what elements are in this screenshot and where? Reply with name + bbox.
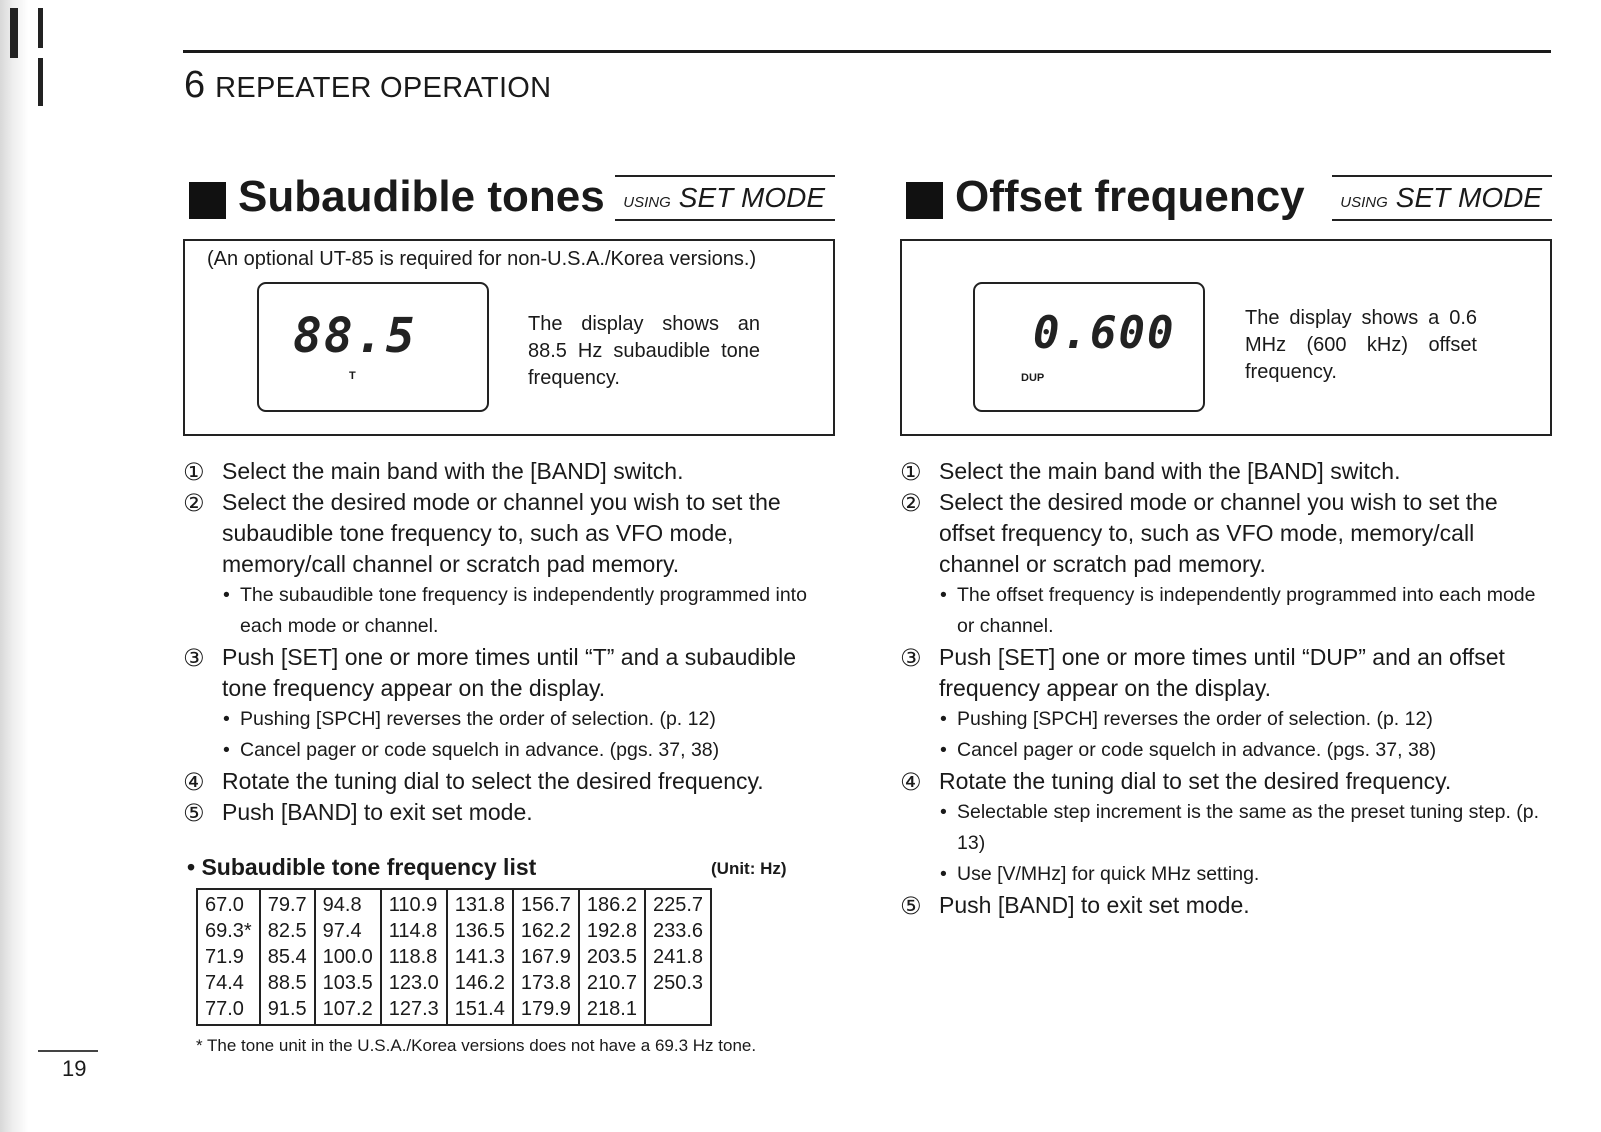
page-number: 19: [62, 1056, 87, 1081]
binding-mark: [38, 8, 43, 48]
tone-value: 156.7: [520, 894, 571, 916]
tone-column: [645, 889, 711, 1025]
step-text: Push [SET] one or more times until “DUP” and an offset frequency appear on the display.: [939, 644, 1505, 701]
step-number: ②: [900, 490, 922, 517]
step-text: Select the desired mode or channel you wish to set the offset frequency to, such as VFO mode, memory/call channel or scratch pad memory.: [939, 489, 1498, 577]
set-mode-label: [1332, 175, 1552, 221]
step-subnote: • Use [V/MHz] for quick MHz setting.: [900, 859, 1552, 890]
tone-value: 151.4: [454, 998, 505, 1020]
scan-edge: [0, 0, 28, 1132]
step-item: [183, 766, 835, 797]
step-text: Push [SET] one or more times until “T” and a subaudible tone frequency appear on the display.: [222, 644, 797, 701]
tone-value: 107.2: [322, 998, 373, 1020]
set-mode-label: [615, 175, 835, 221]
tone-value: 162.2: [520, 920, 571, 942]
section-title: Offset frequency: [955, 172, 1305, 221]
tone-value: 67.0: [205, 894, 244, 916]
step-item: [900, 642, 1552, 704]
tone-value: 173.8: [520, 972, 571, 994]
step-item: [900, 890, 1552, 921]
tone-value: 167.9: [520, 946, 571, 968]
step-number: ④: [183, 769, 205, 796]
step-number: ③: [900, 645, 922, 672]
tone-value: 127.3: [388, 998, 439, 1020]
tone-column: [447, 889, 513, 1025]
lcd-display: [257, 282, 489, 412]
tone-value: 225.7: [652, 894, 704, 916]
tone-value: 110.9: [388, 894, 438, 916]
step-subnote: • Selectable step increment is the same as the preset tuning step. (p. 13): [900, 797, 1552, 859]
page-number-rule: [38, 1050, 98, 1052]
step-text: Select the desired mode or channel you wish to set the subaudible tone frequency to, such as VFO mode, memory/call channel or scratch pad memory.: [222, 489, 781, 577]
lcd-digits: 0.600: [1033, 308, 1176, 359]
tone-value: 250.3: [652, 972, 704, 994]
set-mode-text: SET MODE: [1395, 182, 1542, 213]
step-number: ②: [183, 490, 205, 517]
tone-column: [260, 889, 315, 1025]
step-subnote: • Pushing [SPCH] reverses the order of selection. (p. 12): [183, 704, 835, 735]
tone-value: 179.9: [520, 998, 571, 1020]
step-number: ⑤: [900, 893, 922, 920]
using-label: USING: [1340, 194, 1388, 211]
step-item: [900, 456, 1552, 487]
tone-value: 241.8: [652, 946, 704, 968]
tone-value: 210.7: [586, 972, 637, 994]
display-caption: The display shows a 0.6 MHz (600 kHz) offset frequency.: [1245, 307, 1477, 383]
footnote: * The tone unit in the U.S.A./Korea versions does not have a 69.3 Hz tone.: [196, 1036, 757, 1055]
step-subnote: • The subaudible tone frequency is independently programmed into each mode or channel.: [183, 580, 835, 642]
section-heading: [900, 172, 1552, 228]
tone-value: 203.5: [586, 946, 637, 968]
lcd-indicator-dup: DUP: [1021, 372, 1045, 384]
offset-frequency-section: [900, 172, 1552, 921]
tone-value: 118.8: [388, 946, 438, 968]
tone-value: 123.0: [388, 972, 439, 994]
steps-list: [183, 456, 835, 828]
tone-value: 77.0: [205, 998, 244, 1020]
step-subnote: • Pushing [SPCH] reverses the order of selection. (p. 12): [900, 704, 1552, 735]
tone-value: 100.0: [322, 946, 373, 968]
display-info-box: [900, 239, 1552, 436]
lcd-digits: 88.5: [293, 308, 417, 364]
step-text: Rotate the tuning dial to set the desired frequency.: [939, 768, 1452, 794]
tone-value: 79.7: [267, 894, 307, 916]
step-number: ③: [183, 645, 205, 672]
using-label: USING: [623, 194, 671, 211]
step-subnote: • The offset frequency is independently programmed into each mode or channel.: [900, 580, 1552, 642]
chapter-title: REPEATER OPERATION: [215, 72, 552, 104]
lcd-indicator-t: T: [349, 370, 356, 382]
step-item: [183, 456, 835, 487]
tone-list-heading: [183, 854, 835, 886]
tone-column: [315, 889, 381, 1025]
tone-value: 186.2: [586, 894, 637, 916]
tone-value: 82.5: [267, 920, 307, 942]
tone-value: 88.5: [267, 972, 307, 994]
step-number: ①: [183, 459, 205, 486]
tone-frequency-table: [196, 888, 712, 1026]
tone-value: 71.9: [205, 946, 244, 968]
tone-column: [513, 889, 579, 1025]
set-mode-text: SET MODE: [678, 182, 825, 213]
step-item: [183, 642, 835, 704]
tone-value: 218.1: [586, 998, 637, 1020]
tone-list-title: • Subaudible tone frequency list: [187, 854, 537, 880]
step-item: [900, 487, 1552, 580]
step-item: [183, 797, 835, 828]
tone-value: 136.5: [454, 920, 505, 942]
tone-list-title-text: Subaudible tone frequency list: [201, 854, 537, 880]
binding-mark: [38, 58, 43, 106]
tone-value: 94.8: [322, 894, 362, 916]
header-rule: [183, 50, 1551, 53]
tone-column: [197, 889, 260, 1025]
tone-column: [579, 889, 645, 1025]
tone-column: [381, 889, 447, 1025]
tone-list-unit: (Unit: Hz): [711, 859, 787, 878]
step-item: [900, 766, 1552, 797]
binding-mark: [10, 8, 18, 58]
step-number: ④: [900, 769, 922, 796]
section-square-icon: [906, 182, 943, 219]
tone-value: 103.5: [322, 972, 373, 994]
tone-value: 97.4: [322, 920, 362, 942]
tone-value: 131.8: [454, 894, 505, 916]
step-subnote: • Cancel pager or code squelch in advance. (pgs. 37, 38): [900, 735, 1552, 766]
tone-value: 146.2: [454, 972, 505, 994]
step-text: Push [BAND] to exit set mode.: [939, 892, 1250, 918]
tone-value: 192.8: [586, 920, 637, 942]
step-number: ①: [900, 459, 922, 486]
tone-value: 141.3: [454, 946, 505, 968]
step-subnote: • Cancel pager or code squelch in advance. (pgs. 37, 38): [183, 735, 835, 766]
chapter-number: 6: [184, 64, 206, 106]
tone-value: 114.8: [388, 920, 438, 942]
step-text: Select the main band with the [BAND] switch.: [939, 458, 1401, 484]
option-note: (An optional UT-85 is required for non-U.S.A./Korea versions.): [207, 248, 757, 270]
step-number: ⑤: [183, 800, 205, 827]
section-title: Subaudible tones: [238, 172, 605, 221]
section-heading: [183, 172, 835, 228]
tone-value: 85.4: [267, 946, 307, 968]
tone-value: 74.4: [205, 972, 244, 994]
subaudible-tones-section: [183, 172, 835, 1056]
tone-value: 91.5: [267, 998, 307, 1020]
tone-value: 233.6: [652, 920, 704, 942]
step-item: [183, 487, 835, 580]
display-caption: The display shows an 88.5 Hz subaudible tone frequency.: [528, 313, 760, 389]
step-text: Select the main band with the [BAND] switch.: [222, 458, 684, 484]
section-square-icon: [189, 182, 226, 219]
step-text: Push [BAND] to exit set mode.: [222, 799, 533, 825]
tone-value: 69.3*: [205, 920, 252, 942]
chapter-header: [184, 64, 551, 107]
steps-list: [900, 456, 1552, 921]
lcd-display: [973, 282, 1205, 412]
step-text: Rotate the tuning dial to select the desired frequency.: [222, 768, 764, 794]
display-info-box: [183, 239, 835, 436]
